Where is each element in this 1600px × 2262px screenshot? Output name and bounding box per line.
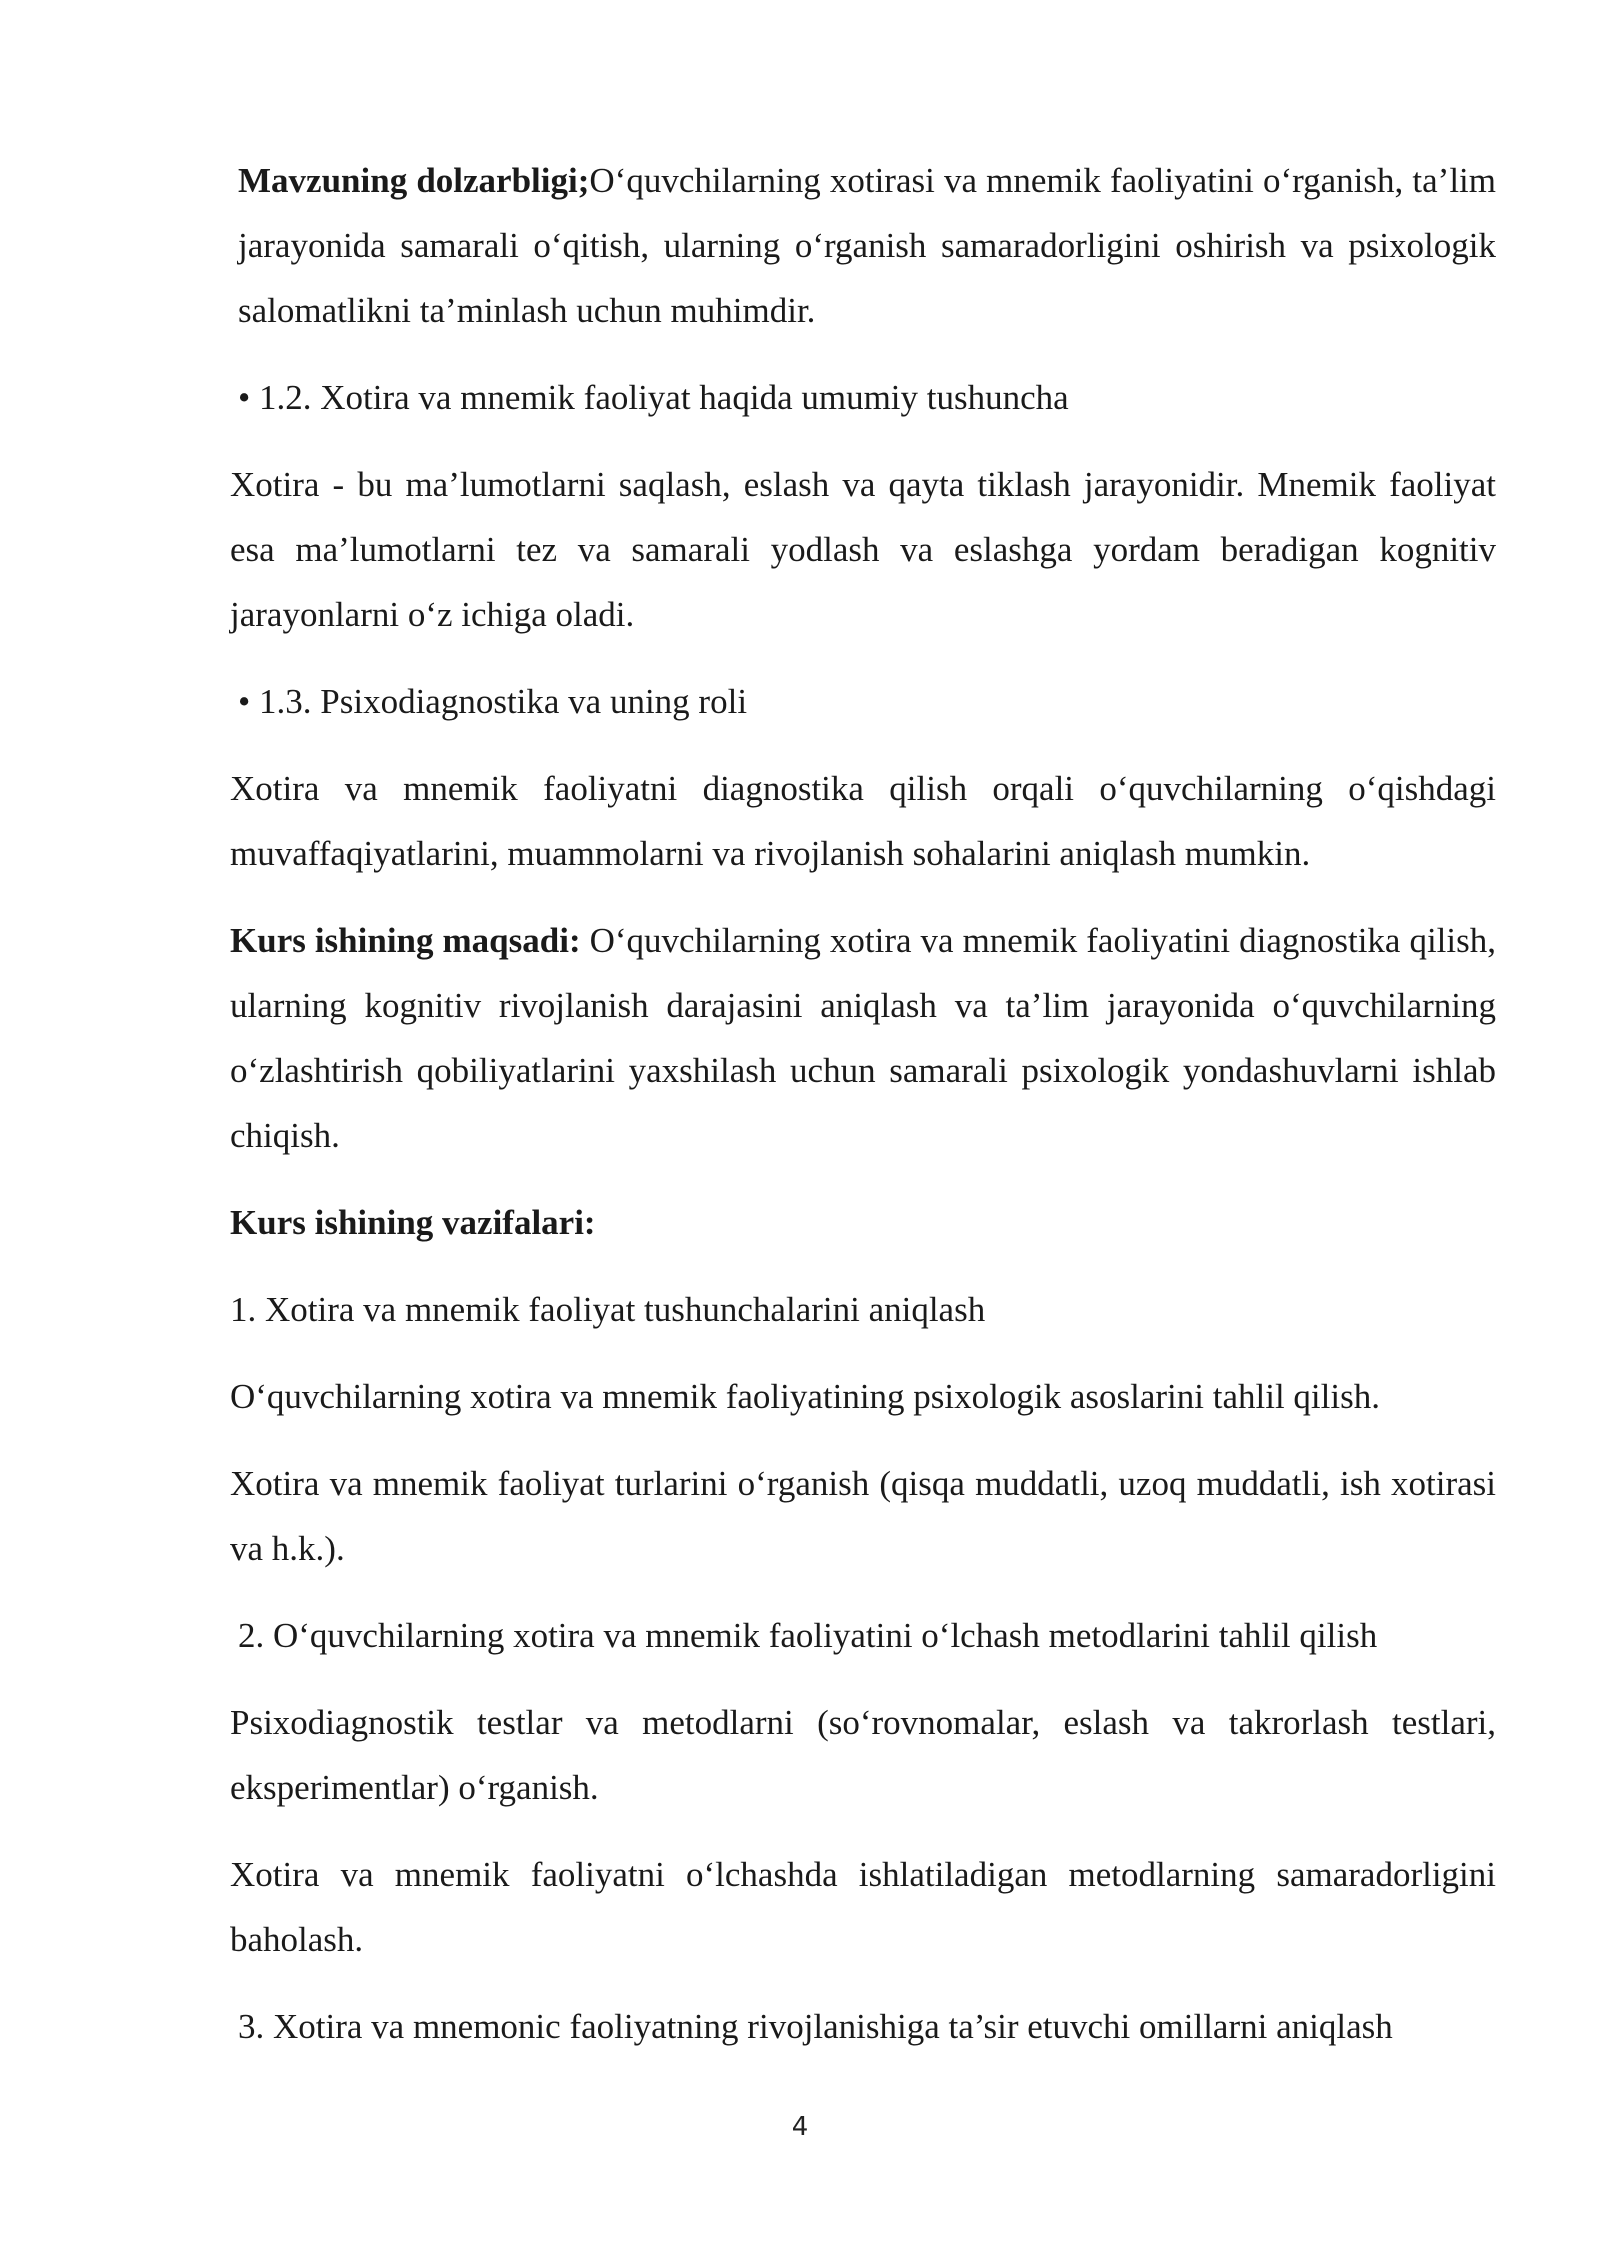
task-1-item-b: Xotira va mnemik faoliyat turlarini o‘rganish (qisqa muddatli, uzoq muddatli, ish xotirasi va h.k.). xyxy=(230,1464,1496,1568)
section-1-3-heading: • 1.3. Psixodiagnostika va uning roli xyxy=(238,682,748,721)
task-2-item-a: Psixodiagnostik testlar va metodlarni (so‘rovnomalar, eslash va takrorlash testlari, eksperimentlar) o‘rganish. xyxy=(230,1703,1496,1807)
relevance-heading: Mavzuning dolzarbligi; xyxy=(238,161,590,200)
relevance-text: O‘quvchilarning xotirasi va mnemik faoliyatini o‘rganish, ta’lim jarayonida samarali o‘qitish, ularning o‘rganish samaradorligini oshirish va psixologik salomatlikni ta’minlash uchun muhimdir. xyxy=(238,161,1496,330)
tasks-paragraph xyxy=(230,1190,1496,1255)
goal-paragraph xyxy=(230,908,1496,1168)
task-2-heading: 2. O‘quvchilarning xotira va mnemik faoliyatini o‘lchash metodlarini tahlil qilish xyxy=(238,1616,1378,1655)
page-number: 4 xyxy=(791,2112,809,2142)
relevance-paragraph xyxy=(230,148,1496,343)
tasks-heading: Kurs ishining vazifalari: xyxy=(230,1203,596,1242)
task-1-heading: 1. Xotira va mnemik faoliyat tushunchalarini aniqlash xyxy=(230,1290,986,1329)
goal-text: O‘quvchilarning xotira va mnemik faoliyatini diagnostika qilish, ularning kognitiv rivojlanish darajasini aniqlash va ta’lim jarayonida o‘quvchilarning o‘zlashtirish qobiliyatlarini yaxshilash uchun samarali psixologik yondashuvlarni ishlab chiqish. xyxy=(230,921,1496,1155)
task-1-item-a: O‘quvchilarning xotira va mnemik faoliyatining psixologik asoslarini tahlil qilish. xyxy=(230,1377,1380,1416)
goal-heading: Kurs ishining maqsadi: xyxy=(230,921,581,960)
document-page xyxy=(230,148,1496,2081)
section-1-2-heading: • 1.2. Xotira va mnemik faoliyat haqida umumiy tushuncha xyxy=(238,378,1069,417)
task-3-heading: 3. Xotira va mnemonic faoliyatning rivojlanishiga ta’sir etuvchi omillarni aniqlash xyxy=(238,2007,1393,2046)
task-2-item-b: Xotira va mnemik faoliyatni o‘lchashda ishlatiladigan metodlarning samaradorligini baholash. xyxy=(230,1855,1496,1959)
diagnostics-paragraph: Xotira va mnemik faoliyatni diagnostika qilish orqali o‘quvchilarning o‘qishdagi muvaffaqiyatlarini, muammolarni va rivojlanish sohalarini aniqlash mumkin. xyxy=(230,769,1496,873)
memory-definition-paragraph: Xotira - bu ma’lumotlarni saqlash, eslash va qayta tiklash jarayonidir. Mnemik faoliyat esa ma’lumotlarni tez va samarali yodlash va eslashga yordam beradigan kognitiv jarayonlarni o‘z ichiga oladi. xyxy=(230,465,1496,634)
